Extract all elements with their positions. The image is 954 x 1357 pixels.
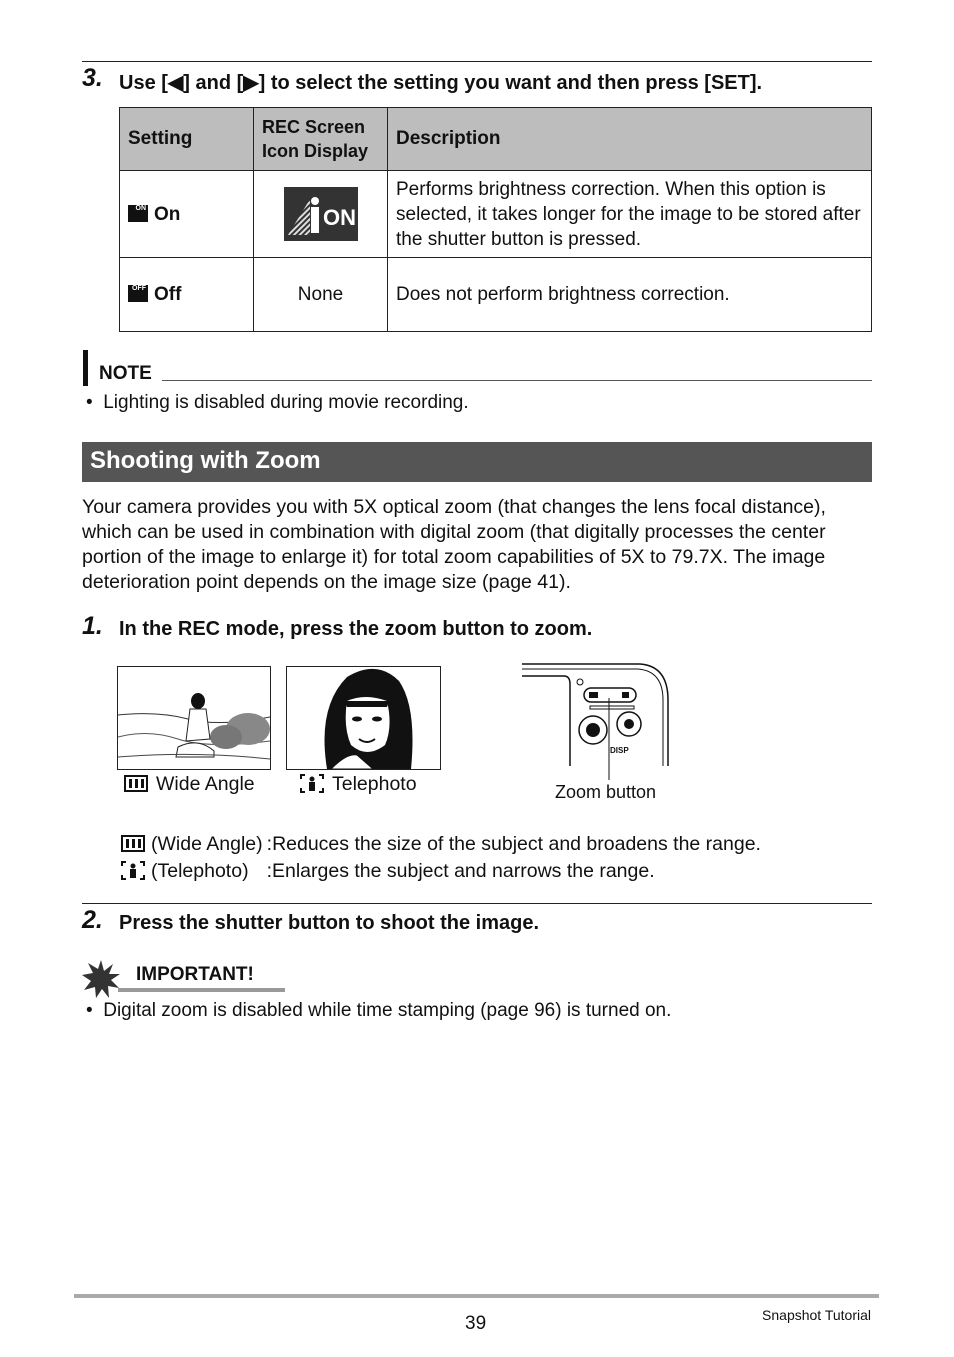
header-rec-screen-line2: Icon Display <box>262 141 369 161</box>
footer-divider <box>74 1294 879 1298</box>
lighting-on-screen-icon <box>284 187 358 241</box>
table-row <box>120 171 872 258</box>
top-divider <box>82 61 872 62</box>
table-header-row <box>120 108 872 171</box>
wide-angle-caption <box>124 773 255 796</box>
note-item: Lighting is disabled during movie recording. <box>103 392 469 413</box>
important-burst-icon <box>82 960 120 998</box>
setting-on-label: On <box>154 203 181 225</box>
step-2-divider <box>82 903 872 904</box>
wide-angle-photo <box>117 666 271 770</box>
definition-tele-sep: : <box>266 860 272 882</box>
definition-wide-sep: : <box>266 833 273 855</box>
section-title: Shooting with Zoom <box>90 447 321 474</box>
description-on: Performs brightness correction. When this option is selected, it takes longer for the image to be stored after the shutter button is pressed. <box>388 171 872 258</box>
setting-off-cell <box>120 258 254 332</box>
step-1-number: 1. <box>82 612 103 640</box>
section-intro: Your camera provides you with 5X optical zoom (that changes the lens focal distance), which can be used in combination with digital zoom (that digitally processes the center portion of the image to enlarge it) for total zoom capabilities of 5X to 79.7X. The image deterioration point depends on the image size (page 41). <box>82 496 826 593</box>
important-bullet: • Digital zoom is disabled while time stamping (page 96) is turned on. <box>86 1000 672 1021</box>
important-item: Digital zoom is disabled while time stamping (page 96) is turned on. <box>103 1000 672 1021</box>
step-3-number: 3. <box>82 64 103 92</box>
page-number: 39 <box>465 1313 487 1334</box>
footer-chapter-title: Snapshot Tutorial <box>762 1307 871 1323</box>
definition-wide <box>121 833 761 856</box>
lighting-off-icon: OFF <box>128 285 148 302</box>
zoom-button-caption: Zoom button <box>555 782 657 802</box>
setting-off-label: Off <box>154 284 182 305</box>
lighting-on-icon: ON <box>128 205 148 222</box>
header-rec-screen-line1: REC Screen <box>262 117 366 137</box>
definition-wide-term: (Wide Angle) <box>151 833 263 855</box>
definition-tele <box>121 860 655 883</box>
wide-angle-label: Wide Angle <box>156 773 255 795</box>
telephoto-caption <box>300 773 417 796</box>
step-2-number: 2. <box>82 906 103 934</box>
settings-table <box>119 107 872 332</box>
camera-back-diagram <box>520 660 672 780</box>
telephoto-icon <box>121 861 145 880</box>
wide-angle-illustration <box>118 667 270 769</box>
definition-tele-term: (Telephoto) <box>151 860 249 882</box>
table-row <box>120 258 872 332</box>
important-label: IMPORTANT! <box>136 964 254 985</box>
definition-wide-text: Reduces the size of the subject and broadens the range. <box>272 833 761 855</box>
telephoto-label: Telephoto <box>332 773 417 795</box>
telephoto-photo <box>286 666 441 770</box>
note-divider <box>162 380 872 381</box>
svg-text:DISP: DISP <box>610 746 629 755</box>
wide-angle-icon <box>124 775 148 792</box>
telephoto-illustration <box>287 667 440 769</box>
header-setting: Setting <box>120 108 254 171</box>
header-rec-screen-icon <box>254 108 388 171</box>
telephoto-icon <box>300 774 324 793</box>
step-2-instruction: Press the shutter button to shoot the image. <box>119 912 540 934</box>
note-label: NOTE <box>99 363 152 384</box>
header-description: Description <box>388 108 872 171</box>
step-3-instruction: Use [◀] and [▶] to select the setting you want and then press [SET]. <box>119 72 763 94</box>
important-underline <box>118 988 285 992</box>
setting-on-cell <box>120 171 254 258</box>
section-header <box>82 442 872 482</box>
step-1-instruction: In the REC mode, press the zoom button to zoom. <box>119 618 593 640</box>
rec-icon-on-cell <box>254 171 388 258</box>
wide-angle-icon <box>121 835 145 852</box>
definition-tele-text: Enlarges the subject and narrows the range. <box>271 860 655 882</box>
note-bullet: • Lighting is disabled during movie recording. <box>86 392 469 413</box>
note-marker <box>83 350 88 386</box>
svg-text:ON: ON <box>322 205 356 230</box>
description-off: Does not perform brightness correction. <box>388 258 872 332</box>
rec-icon-off-cell: None <box>254 258 388 332</box>
